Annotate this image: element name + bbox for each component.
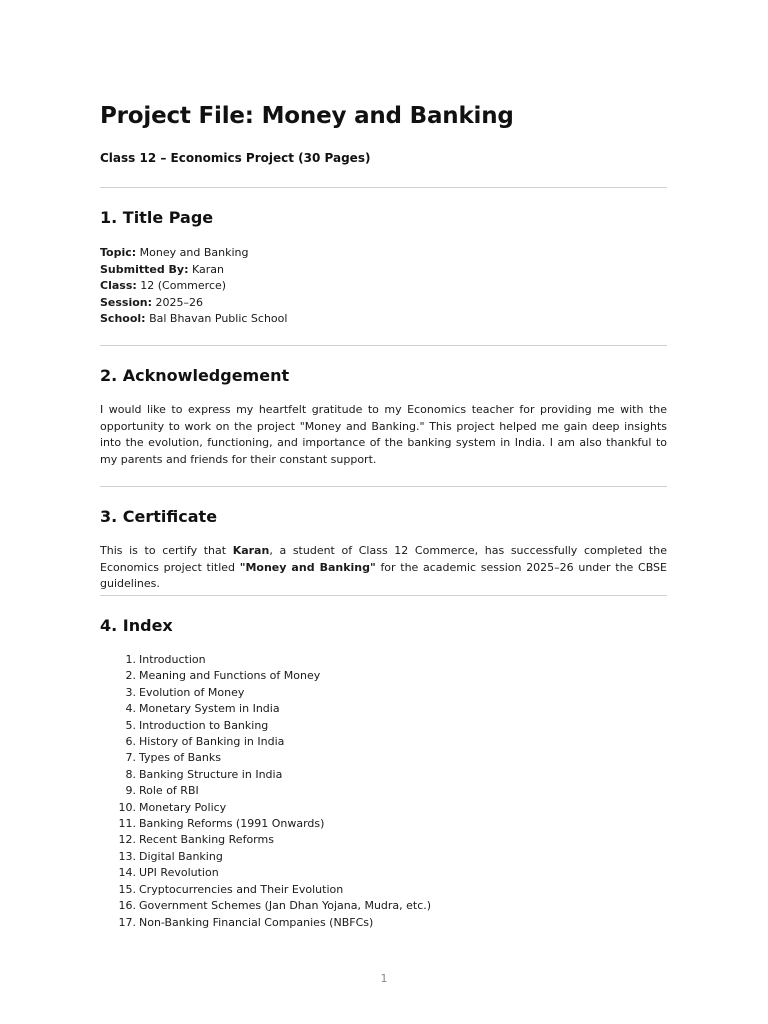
index-item	[100, 832, 431, 848]
detail-class	[100, 278, 287, 295]
index-label: History of Banking in India	[139, 735, 285, 749]
index-label: Recent Banking Reforms	[139, 833, 274, 847]
divider	[100, 486, 667, 487]
index-number: 7.	[125, 751, 136, 765]
section-heading-acknowledgement: 2. Acknowledgement	[100, 366, 290, 385]
index-label: Banking Structure in India	[139, 767, 283, 781]
index-number: 9.	[125, 784, 136, 798]
acknowledgement-text: I would like to express my heartfelt gratitude to my Economics teacher for providing me with the opportunity to work on the project "Money and Banking." This project helped me gain deep insights into the evolution, functioning, and importance of the banking system in India. I am also thankful to my parents and friends for their constant support.	[100, 403, 667, 466]
index-item	[100, 783, 431, 799]
index-number: 11.	[118, 817, 136, 831]
detail-label: Topic:	[100, 246, 137, 259]
detail-label: Class:	[100, 279, 137, 292]
index-number: 16.	[118, 899, 136, 913]
certificate-text-part: , a student of Class 12 Commerce, has successfully completed the Economics project titled	[100, 544, 667, 574]
project-title: "Money and Banking"	[239, 560, 376, 574]
index-label: Introduction	[139, 653, 206, 666]
index-item	[100, 898, 431, 914]
index-label: Role of RBI	[139, 784, 199, 798]
detail-label: Submitted By:	[100, 262, 189, 276]
detail-school	[100, 311, 287, 328]
detail-topic	[100, 245, 287, 262]
index-label: Banking Reforms (1991 Onwards)	[139, 817, 325, 831]
index-number: 10.	[118, 800, 136, 814]
page-subtitle: Class 12 – Economics Project (30 Pages)	[100, 151, 371, 165]
section-heading-index: 4. Index	[100, 616, 173, 635]
index-label: UPI Revolution	[139, 866, 219, 880]
detail-submitted-by	[100, 262, 287, 279]
detail-label: Session:	[100, 295, 153, 309]
index-label: Non-Banking Financial Companies (NBFCs)	[139, 915, 374, 929]
index-number: 1.	[125, 653, 136, 666]
index-label: Meaning and Functions of Money	[139, 669, 321, 683]
index-item	[100, 767, 431, 783]
certificate-text-part: This is to certify that	[100, 544, 233, 557]
index-number: 17.	[118, 915, 136, 929]
divider	[100, 595, 667, 596]
index-label: Cryptocurrencies and Their Evolution	[139, 882, 344, 896]
section-heading-certificate: 3. Certificate	[100, 507, 218, 526]
page-number: 1	[380, 972, 388, 985]
index-label: Digital Banking	[139, 849, 223, 863]
detail-value: Bal Bhavan Public School	[149, 312, 288, 325]
index-label: Monetary Policy	[139, 800, 227, 814]
divider	[100, 187, 667, 188]
divider	[100, 345, 667, 346]
index-label: Types of Banks	[139, 751, 221, 765]
index-item	[100, 915, 431, 931]
index-number: 14.	[118, 866, 136, 880]
index-number: 5.	[125, 718, 136, 732]
index-label: Evolution of Money	[139, 685, 245, 699]
detail-value: Money and Banking	[139, 246, 249, 259]
index-item	[100, 800, 431, 816]
index-number: 8.	[125, 767, 136, 781]
index-number: 3.	[125, 685, 136, 699]
title-page-details	[100, 245, 287, 328]
detail-value: 2025–26	[155, 295, 204, 309]
index-item	[100, 685, 431, 701]
index-label: Monetary System in India	[139, 702, 280, 716]
section-heading-title-page: 1. Title Page	[100, 208, 214, 227]
index-item	[100, 816, 431, 832]
index-list	[100, 652, 431, 931]
index-item	[100, 668, 431, 684]
index-label: Introduction to Banking	[139, 718, 269, 732]
index-item	[100, 849, 431, 865]
detail-label: School:	[100, 312, 146, 325]
index-item	[100, 865, 431, 881]
index-item	[100, 734, 431, 750]
index-number: 4.	[125, 702, 136, 716]
index-number: 15.	[118, 882, 136, 896]
certificate-text	[100, 543, 667, 593]
index-item	[100, 718, 431, 734]
index-number: 12.	[118, 833, 136, 847]
index-number: 6.	[125, 735, 136, 749]
index-item	[100, 882, 431, 898]
index-item	[100, 701, 431, 717]
index-item	[100, 750, 431, 766]
certificate-text-part: for the academic session 2025–26 under the CBSE guidelines.	[100, 560, 667, 590]
student-name: Karan	[232, 544, 270, 557]
page-title: Project File: Money and Banking	[100, 103, 514, 129]
detail-value: Karan	[192, 262, 224, 276]
index-item	[100, 652, 431, 668]
index-number: 2.	[125, 669, 136, 683]
detail-session	[100, 295, 287, 312]
detail-value: 12 (Commerce)	[140, 279, 227, 292]
index-number: 13.	[118, 849, 136, 863]
index-label: Government Schemes (Jan Dhan Yojana, Mudra, etc.)	[139, 899, 432, 913]
